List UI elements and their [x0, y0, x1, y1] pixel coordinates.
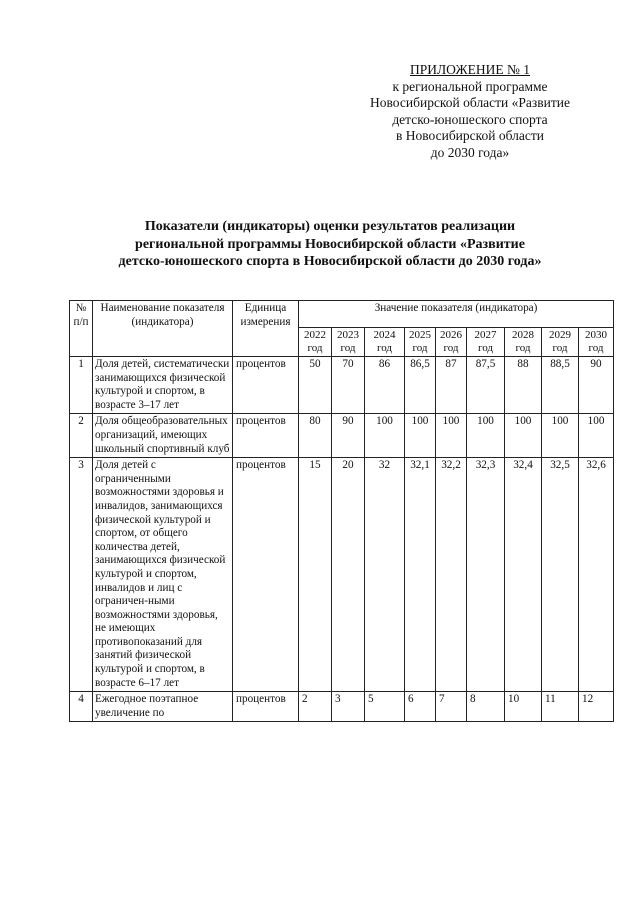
header-name: Наименование показателя (индикатора)	[93, 301, 233, 357]
row-value: 6	[405, 692, 436, 722]
title-line: детско-юношеского спорта в Новосибирской области до 2030 года»	[118, 254, 542, 269]
row-value: 100	[436, 414, 467, 458]
header-unit: Единица измерения	[233, 301, 299, 357]
row-value: 32,4	[505, 458, 542, 692]
row-value: 3	[332, 692, 365, 722]
header-year: 2029 год	[542, 328, 579, 357]
row-num: 4	[70, 692, 93, 722]
indicators-table	[69, 300, 614, 722]
appendix-line: детско-юношеского спорта	[392, 111, 548, 127]
row-value: 87,5	[467, 357, 505, 414]
row-value: 5	[365, 692, 405, 722]
row-value: 32,5	[542, 458, 579, 692]
row-value: 87	[436, 357, 467, 414]
row-value: 50	[299, 357, 332, 414]
header-year: 2025 год	[405, 328, 436, 357]
row-value: 11	[542, 692, 579, 722]
header-year: 2022 год	[299, 328, 332, 357]
row-value: 8	[467, 692, 505, 722]
title-line: Показатели (индикаторы) оценки результатов реализации	[144, 219, 516, 234]
row-value: 86	[365, 357, 405, 414]
row-num: 2	[70, 414, 93, 458]
row-value: 15	[299, 458, 332, 692]
row-unit: процентов	[233, 357, 299, 414]
header-year: 2023 год	[332, 328, 365, 357]
row-value: 100	[467, 414, 505, 458]
header-num: № п/п	[70, 301, 93, 357]
header-year: 2024 год	[365, 328, 405, 357]
row-value: 32,2	[436, 458, 467, 692]
row-num: 3	[70, 458, 93, 692]
header-values: Значение показателя (индикатора)	[299, 301, 614, 328]
row-value: 32,6	[579, 458, 614, 692]
row-value: 100	[365, 414, 405, 458]
row-unit: процентов	[233, 458, 299, 692]
table-row	[70, 414, 614, 458]
header-year: 2030 год	[579, 328, 614, 357]
row-value: 32,1	[405, 458, 436, 692]
table-row	[70, 357, 614, 414]
table-row	[70, 692, 614, 722]
row-value: 88,5	[542, 357, 579, 414]
appendix-line: до 2030 года»	[430, 144, 510, 160]
row-value: 88	[505, 357, 542, 414]
row-unit: процентов	[233, 414, 299, 458]
row-value: 2	[299, 692, 332, 722]
row-value: 12	[579, 692, 614, 722]
appendix-line: в Новосибирской области	[395, 128, 545, 144]
row-value: 100	[579, 414, 614, 458]
row-value: 100	[542, 414, 579, 458]
appendix-block	[340, 62, 600, 162]
header-year: 2027 год	[467, 328, 505, 357]
row-name: Доля общеобразовательных организаций, имеющих школьный спортивный клуб	[93, 414, 233, 458]
row-name: Доля детей с ограниченными возможностями здоровья и инвалидов, занимающихся физической культурой и спортом, от общего количества детей, занимающихся физической культурой и спортом, инвалидов и лиц с ограничен-ными возможностями здоровья, не имеющих противопоказаний для занятий физической культурой и спортом, в возрасте 6–17 лет	[93, 458, 233, 692]
row-value: 20	[332, 458, 365, 692]
row-name: Доля детей, систематически занимающихся физической культурой и спортом, в возрасте 3–17 лет	[93, 357, 233, 414]
row-unit: процентов	[233, 692, 299, 722]
row-value: 10	[505, 692, 542, 722]
row-value: 32,3	[467, 458, 505, 692]
row-name: Ежегодное поэтапное увеличение по	[93, 692, 233, 722]
table-row	[70, 458, 614, 692]
appendix-heading: ПРИЛОЖЕНИЕ № 1	[409, 62, 531, 77]
title-line: региональной программы Новосибирской области «Развитие	[135, 236, 525, 252]
row-value: 86,5	[405, 357, 436, 414]
row-value: 80	[299, 414, 332, 458]
header-year: 2028 год	[505, 328, 542, 357]
row-value: 7	[436, 692, 467, 722]
row-value: 32	[365, 458, 405, 692]
header-year: 2026 год	[436, 328, 467, 357]
appendix-line: Новосибирской области «Развитие	[370, 95, 570, 111]
row-value: 100	[405, 414, 436, 458]
row-value: 90	[579, 357, 614, 414]
row-value: 90	[332, 414, 365, 458]
appendix-line: к региональной программе	[392, 78, 548, 94]
row-num: 1	[70, 357, 93, 414]
row-value: 70	[332, 357, 365, 414]
document-title	[70, 218, 590, 271]
row-value: 100	[505, 414, 542, 458]
